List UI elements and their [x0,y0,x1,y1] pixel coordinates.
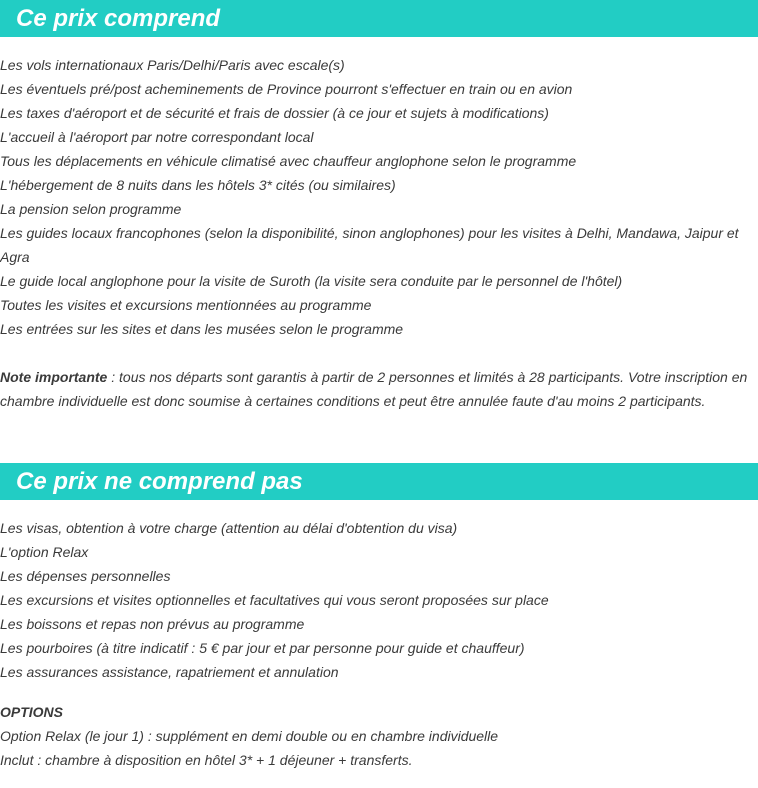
excluded-section-header [0,463,758,500]
list-item: La pension selon programme [0,201,182,217]
list-item: Les taxes d'aéroport et de sécurité et frais de dossier (à ce jour et sujets à modifications) [0,105,549,121]
included-section-title: Ce prix comprend [16,4,221,32]
list-item: L'option Relax [0,544,89,560]
list-item: Les entrées sur les sites et dans les musées selon le programme [0,321,404,337]
list-item: Les assurances assistance, rapatriement et annulation [0,664,339,680]
options-line: Inclut : chambre à disposition en hôtel 3* + 1 déjeuner + transferts. [0,752,413,768]
list-item: Les excursions et visites optionnelles et facultatives qui vous seront proposées sur place [0,592,549,608]
important-note-text: : tous nos départs sont garantis à partir de 2 personnes et limités à 28 participants. Votre inscription en chambre individuelle est donc soumise à certaines conditions et peut être annulée faute d'au moins 2 participants. [0,369,748,409]
options-title: OPTIONS [0,704,64,720]
list-item: Les éventuels pré/post acheminements de Province pourront s'effectuer en train ou en avion [0,81,573,97]
options-block [0,700,758,772]
list-item: Les visas, obtention à votre charge (attention au délai d'obtention du visa) [0,520,458,536]
list-item: Les vols internationaux Paris/Delhi/Paris avec escale(s) [0,57,345,73]
list-item: Les dépenses personnelles [0,568,171,584]
excluded-list [0,516,758,684]
list-item: Tous les déplacements en véhicule climatisé avec chauffeur anglophone selon le programme [0,153,577,169]
list-item: L'accueil à l'aéroport par notre correspondant local [0,129,314,145]
list-item: Le guide local anglophone pour la visite de Suroth (la visite sera conduite par le personnel de l'hôtel) [0,273,623,289]
important-note [0,365,758,413]
options-line: Option Relax (le jour 1) : supplément en demi double ou en chambre individuelle [0,728,499,744]
list-item: Les boissons et repas non prévus au programme [0,616,305,632]
list-item: Toutes les visites et excursions mentionnées au programme [0,297,372,313]
important-note-label: Note importante [0,369,108,385]
list-item: Les pourboires (à titre indicatif : 5 € par jour et par personne pour guide et chauffeur) [0,640,525,656]
excluded-section-title: Ce prix ne comprend pas [16,467,303,495]
included-section-header [0,0,758,37]
list-item: L'hébergement de 8 nuits dans les hôtels 3* cités (ou similaires) [0,177,396,193]
list-item: Les guides locaux francophones (selon la disponibilité, sinon anglophones) pour les visites à Delhi, Mandawa, Jaipur et Agra [0,225,739,265]
included-list [0,53,758,341]
